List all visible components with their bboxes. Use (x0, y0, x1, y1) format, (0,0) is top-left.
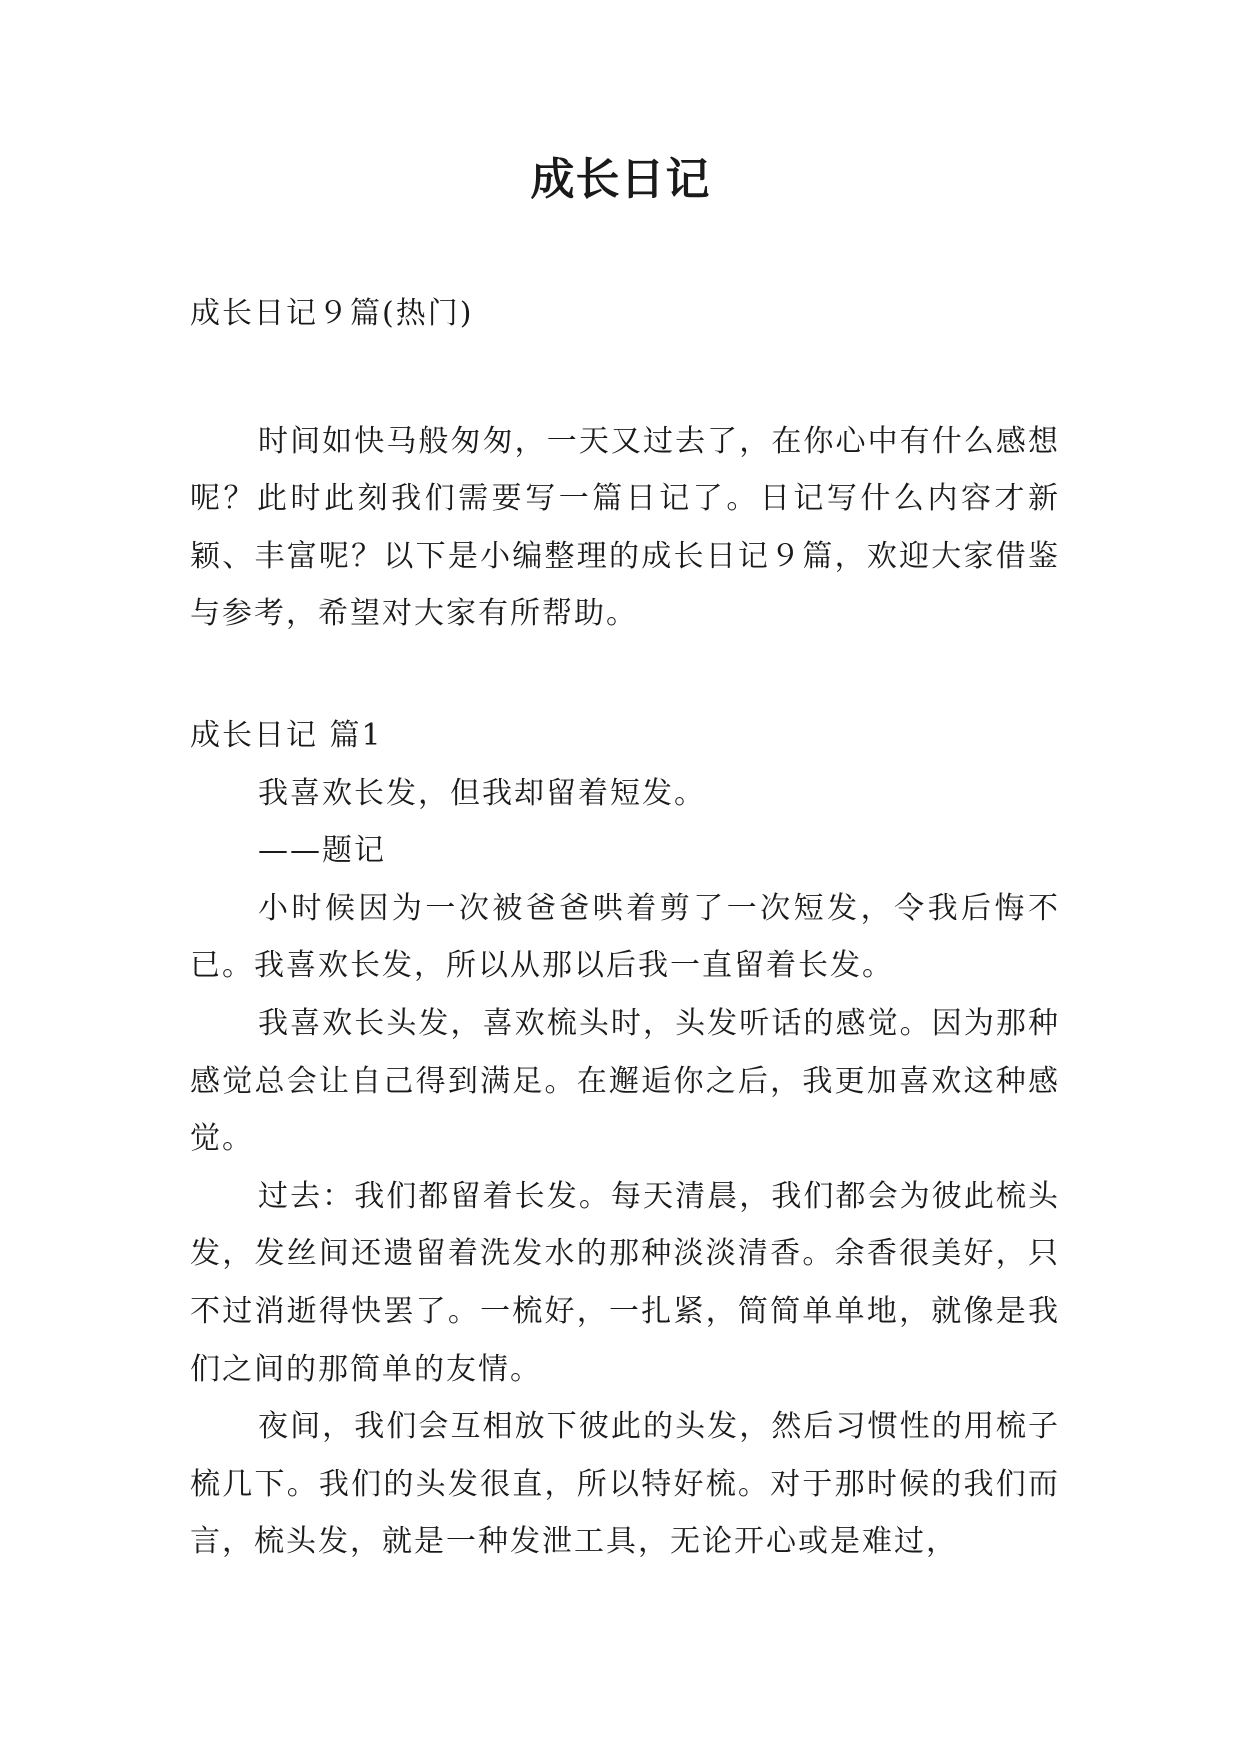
document-body (190, 285, 1060, 1571)
body-paragraph: ——题记 (258, 833, 386, 869)
body-paragraph: 过去：我们都留着长发。每天清晨，我们都会为彼此梳头发，发丝间还遗留着洗发水的那种淡淡清香。余香很美好，只不过消逝得快罢了。一梳好，一扎紧，简简单单地，就像是我们之间的那简单的友情。 (190, 1178, 1060, 1387)
section-heading: 成长日记 篇1 (190, 717, 383, 753)
body-paragraph: 夜间，我们会互相放下彼此的头发，然后习惯性的用梳子梳几下。我们的头发很直，所以特好梳。对于那时候的我们而言，梳头发，就是一种发泄工具，无论开心或是难过， (190, 1409, 1060, 1560)
document-subtitle: 成长日记９篇(热门) (190, 296, 474, 331)
body-paragraph: 我喜欢长发，但我却留着短发。 (258, 775, 706, 811)
document-title: 成长日记 (530, 154, 711, 205)
intro-paragraph: 时间如快马般匆匆，一天又过去了，在你心中有什么感想呢？此时此刻我们需要写一篇日记了。日记写什么内容才新颖、丰富呢？以下是小编整理的成长日记９篇，欢迎大家借鉴与参考，希望对大家有所帮助。 (190, 423, 1060, 632)
body-paragraph: 我喜欢长头发，喜欢梳头时，头发听话的感觉。因为那种感觉总会让自己得到满足。在邂逅你之后，我更加喜欢这种感觉。 (190, 1005, 1060, 1157)
body-paragraph: 小时候因为一次被爸爸哄着剪了一次短发，令我后悔不已。我喜欢长发，所以从那以后我一直留着长发。 (190, 890, 1060, 984)
